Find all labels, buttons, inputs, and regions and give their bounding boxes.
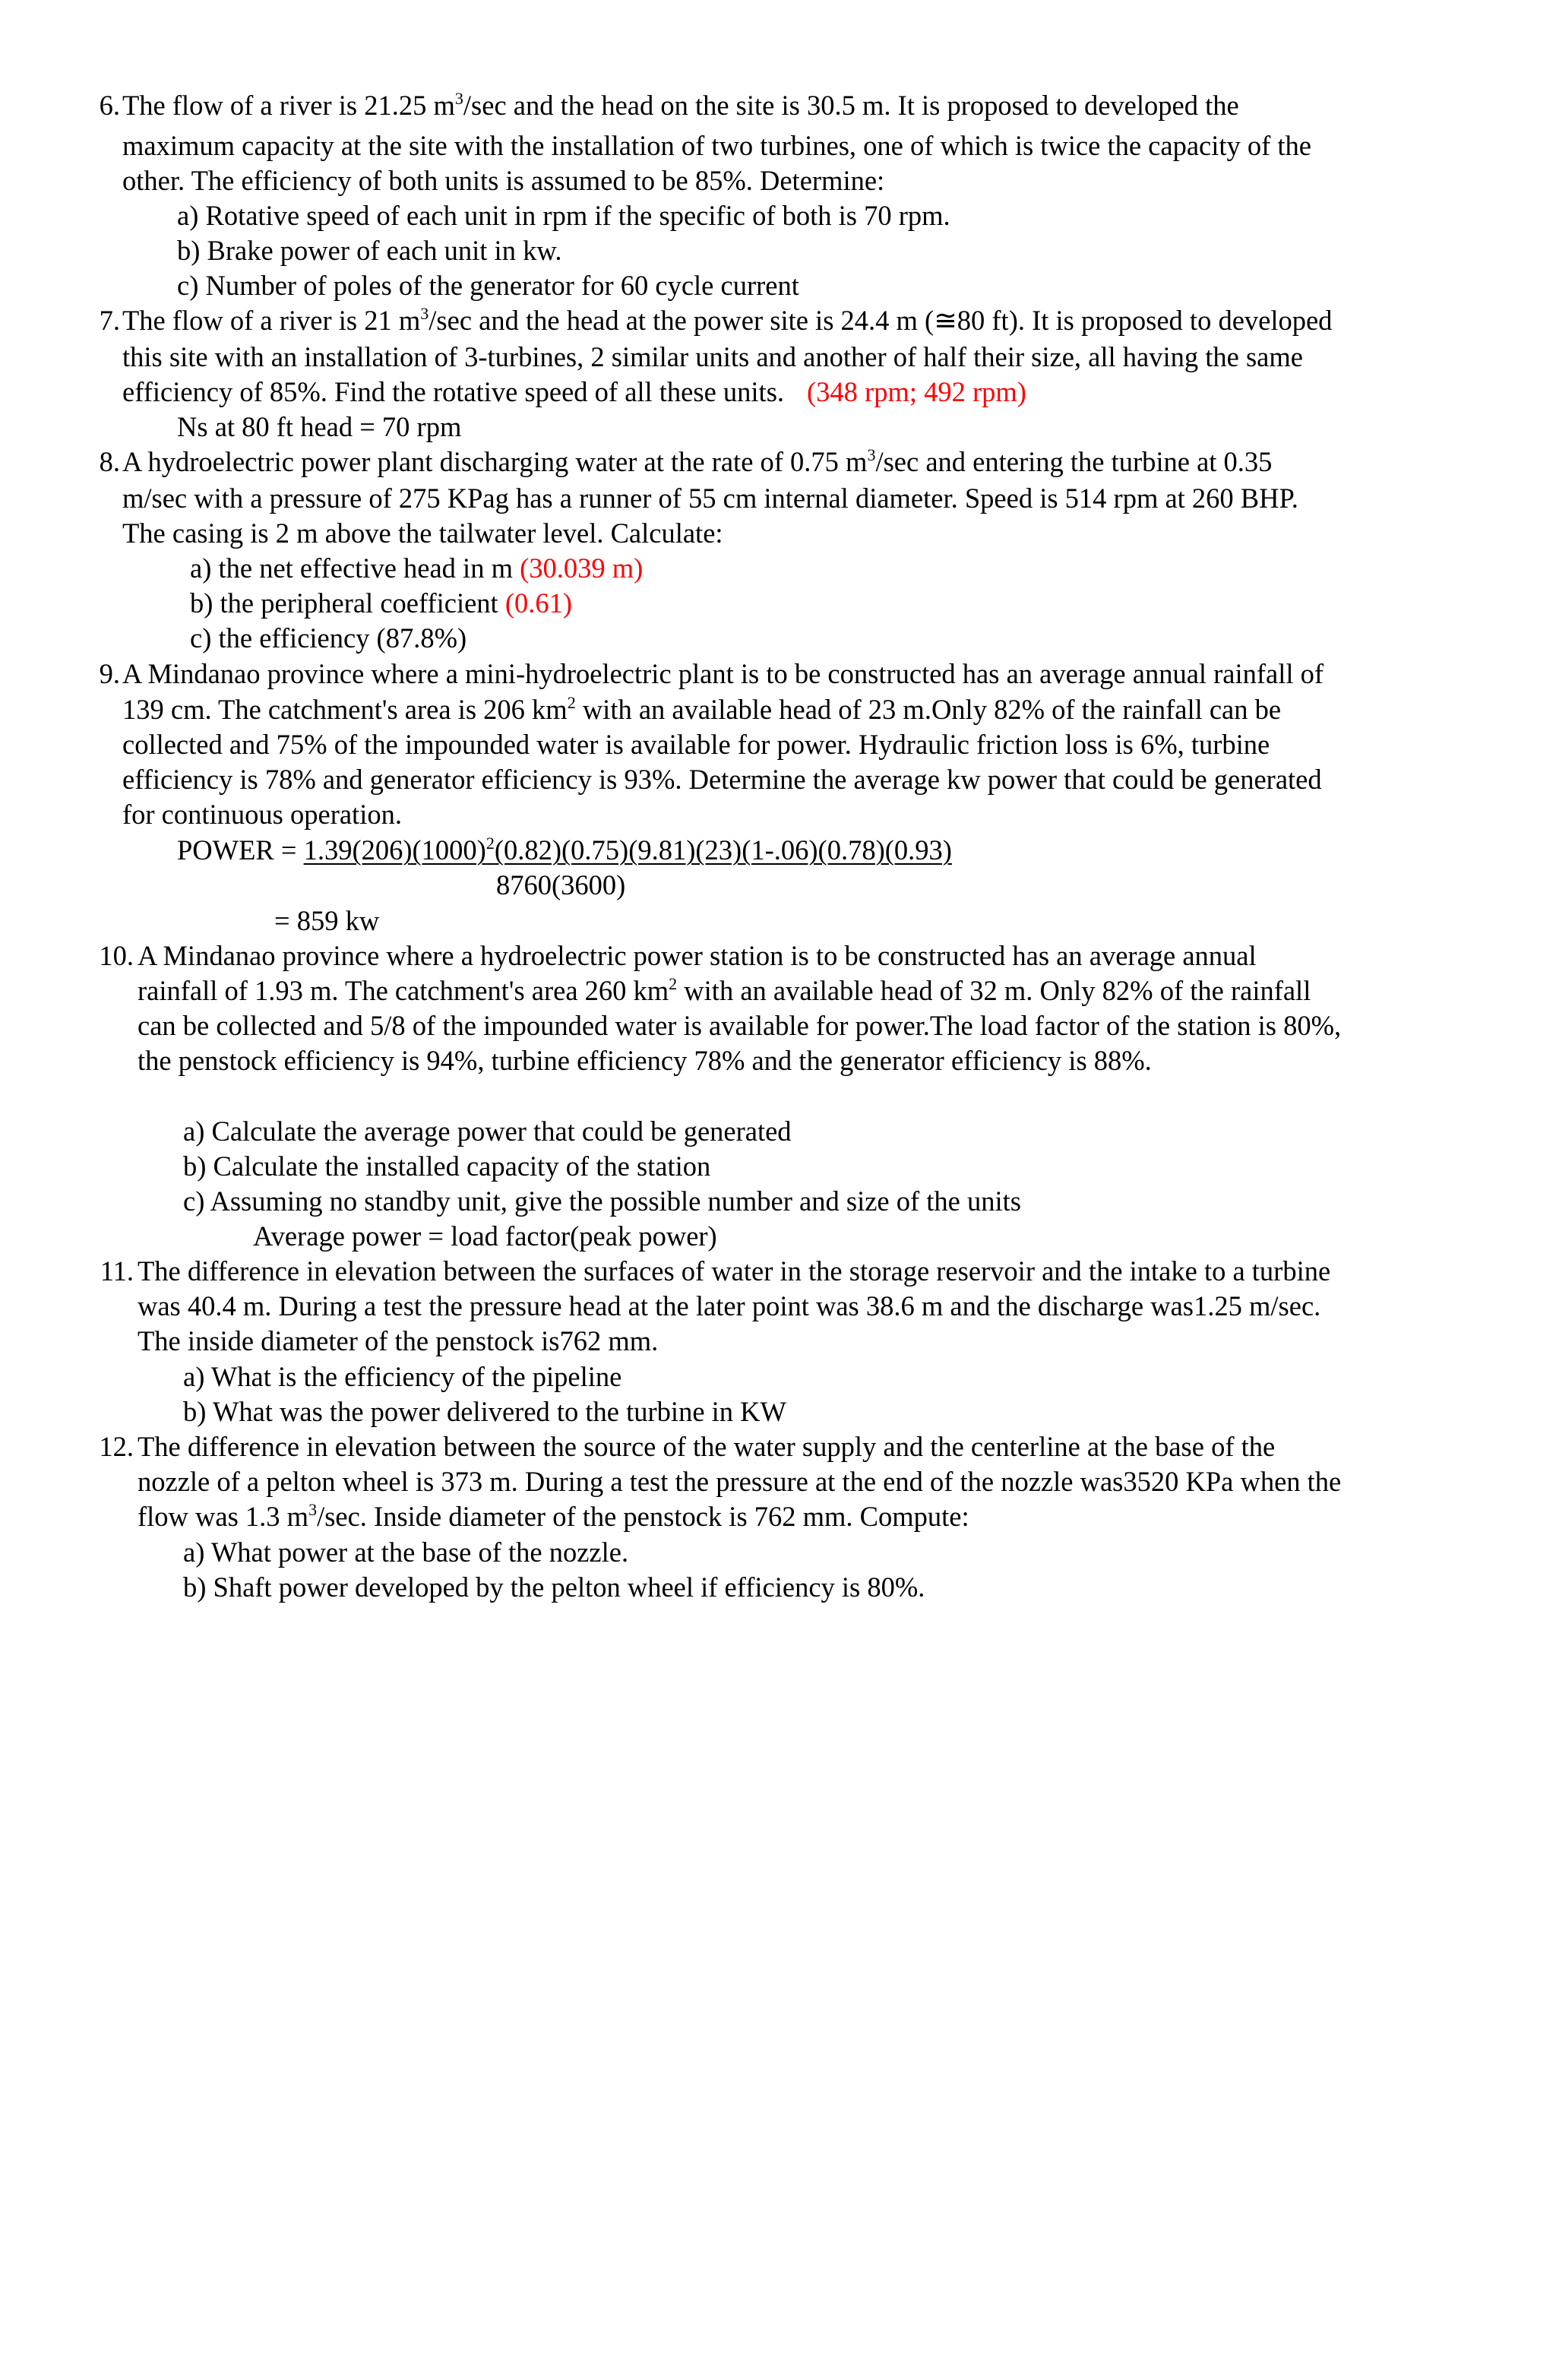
problem-text-line: this site with an installation of 3-turbines, 2 similar units and another of half their size, all having the same bbox=[122, 341, 1303, 372]
problem-text-line: flow was 1.3 $m^3/\sec$. Inside diameter of the penstock is 762 mm. Compute: bbox=[138, 1500, 969, 1532]
problem-text-line: The difference in elevation between the source of the water supply and the centerline at the base of the bbox=[138, 1431, 1276, 1462]
given-note: Ns at 80 ft head = 70 rpm bbox=[177, 411, 462, 442]
sub-question-c: c) Number of poles of the generator for 60 cycle current bbox=[177, 270, 799, 301]
problem-text-line: can be collected and 5/8 of the impounded water is available for power.The load factor of the station is 80%, bbox=[138, 1010, 1342, 1041]
problem-text-line: The difference in elevation between the surfaces of water in the storage reservoir and the intake to a turbine bbox=[138, 1255, 1331, 1287]
problem-text-line: efficiency is 78% and generator efficiency is 93%. Determine the average kw power that could be generated bbox=[122, 764, 1322, 795]
problem-text-line: The flow of a river is 21.25 $m^3/\sec$ and the head on the site is 30.5 m. It is proposed to developed the bbox=[122, 89, 1239, 121]
problem-text-line: The casing is 2 m above the tailwater level. Calculate: bbox=[122, 517, 723, 549]
sub-question-b: b) the peripheral coefficient (0.61) bbox=[190, 587, 573, 619]
problem-text-line: The inside diameter of the penstock is762 mm. bbox=[138, 1325, 659, 1356]
sub-question-b: b) Brake power of each unit in kw. bbox=[177, 235, 562, 266]
formula-denominator: 8760(3600) bbox=[496, 869, 626, 900]
problem-text-line: 139 cm. The catchment's area is 206 $km^2$ with an available head of 23 m.Only 82% of the rainfall can be bbox=[122, 693, 1282, 725]
problem-text-line: maximum capacity at the site with the installation of two turbines, one of which is twice the capacity of the bbox=[122, 130, 1312, 161]
formula-result: = 859 kw bbox=[274, 905, 380, 936]
problem-number: 11. bbox=[100, 1255, 134, 1287]
problem-text-line: nozzle of a pelton wheel is 373 m. During a test the pressure at the end of the nozzle was3520 KPa when the bbox=[138, 1466, 1342, 1497]
problem-number: 12. bbox=[99, 1431, 134, 1462]
problem-text-line: A Mindanao province where a hydroelectric power station is to be constructed has an average annual bbox=[138, 940, 1257, 971]
sub-question-a: a) What is the efficiency of the pipeline bbox=[183, 1361, 622, 1392]
problem-text-line: rainfall of 1.93 m. The catchment's area 260 $km^2$ with an available head of 32 m. Only 82% of the rainfall bbox=[138, 974, 1311, 1006]
problem-text-line: efficiency of 85%. Find the rotative speed of all these units. (348 rpm; 492 rpm) bbox=[122, 376, 1026, 407]
formula-numerator: POWER = $1.39(206)(1000)^2(0.82)(0.75)(9.81)(23)(1-.06)(0.78)(0.93)$ bbox=[177, 834, 952, 866]
problem-number: 8. bbox=[99, 446, 120, 477]
sub-question-a: a) Calculate the average power that could be generated bbox=[183, 1116, 792, 1147]
sub-question-c: c) the efficiency (87.8%) bbox=[190, 622, 467, 654]
problem-text-line: The flow of a river is 21 $m^3/\sec$ and the head at the power site is 24.4 m (≅80 ft). It is proposed to developed bbox=[122, 304, 1333, 336]
problem-number: 10. bbox=[99, 940, 134, 971]
sub-question-a: a) Rotative speed of each unit in rpm if the specific of both is 70 rpm. bbox=[177, 200, 950, 231]
sub-question-b: b) What was the power delivered to the turbine in KW bbox=[183, 1396, 786, 1427]
sub-question-a: a) What power at the base of the nozzle. bbox=[183, 1537, 629, 1568]
problem-number: 7. bbox=[99, 305, 120, 336]
problem-number: 9. bbox=[99, 658, 120, 689]
problem-text-line: A Mindanao province where a mini-hydroelectric plant is to be constructed has an average annual rainfall of bbox=[122, 658, 1324, 689]
problem-text-line: other. The efficiency of both units is assumed to be 85%. Determine: bbox=[122, 165, 885, 196]
problem-number: 6. bbox=[99, 90, 120, 121]
sub-question-c: c) Assuming no standby unit, give the possible number and size of the units bbox=[183, 1185, 1021, 1217]
answer-text: (30.039 m) bbox=[520, 552, 644, 584]
problem-text-line: A hydroelectric power plant discharging water at the rate of 0.75 $m^3/\sec$ and entering the turbine at 0.35 bbox=[122, 445, 1273, 477]
answer-text: (0.61) bbox=[504, 587, 573, 619]
sub-question-b: b) Calculate the installed capacity of the station bbox=[183, 1150, 711, 1182]
problem-text-line: m/sec with a pressure of 275 KPag has a runner of 55 cm internal diameter. Speed is 514 rpm at 260 BHP. bbox=[122, 483, 1298, 514]
given-note: Average power = load factor(peak power) bbox=[253, 1220, 717, 1252]
sub-question-b: b) Shaft power developed by the pelton wheel if efficiency is 80%. bbox=[183, 1571, 925, 1603]
problem-text-line: was 40.4 m. During a test the pressure head at the later point was 38.6 m and the discharge was1.25 m/sec. bbox=[138, 1290, 1321, 1321]
sub-question-a: a) the net effective head in m (30.039 m) bbox=[190, 552, 644, 584]
problem-text-line: collected and 75% of the impounded water is available for power. Hydraulic friction loss is 6%, turbine bbox=[122, 729, 1270, 760]
problem-text-line: for continuous operation. bbox=[122, 799, 402, 830]
problem-text-line: the penstock efficiency is 94%, turbine efficiency 78% and the generator efficiency is 88%. bbox=[138, 1045, 1152, 1076]
answer-text: (348 rpm; 492 rpm) bbox=[807, 376, 1026, 407]
